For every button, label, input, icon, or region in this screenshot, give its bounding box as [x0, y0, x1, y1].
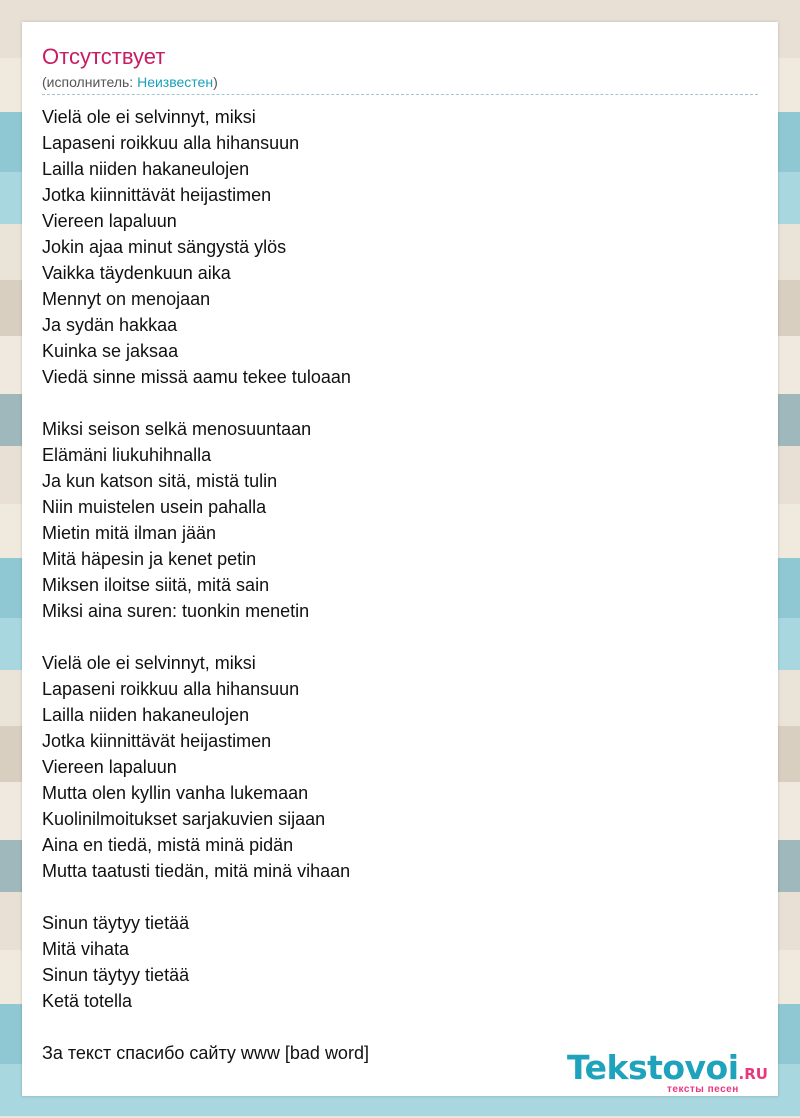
artist-suffix: )	[213, 74, 218, 90]
lyrics-line: Miksi aina suren: tuonkin menetin	[42, 601, 310, 621]
lyrics-line: Jotka kiinnittävät heijastimen	[42, 185, 272, 205]
lyrics-line: Viedä sinne missä aamu tekee tuloaan	[42, 367, 351, 387]
site-logo[interactable]	[567, 1050, 777, 1100]
lyrics-line: Vaikka täydenkuun aika	[42, 263, 231, 283]
lyrics-body	[42, 104, 742, 1040]
lyrics-line: Mitä häpesin ja kenet petin	[42, 549, 257, 569]
lyrics-line: Mitä vihata	[42, 939, 130, 959]
lyrics-line: Lapaseni roikkuu alla hihansuun	[42, 679, 300, 699]
lyrics-line: Kuolinilmoitukset sarjakuvien sijaan	[42, 809, 326, 829]
logo-name: Tekstovoi	[567, 1048, 739, 1087]
lyrics-line: Vielä ole ei selvinnyt, miksi	[42, 653, 256, 673]
lyrics-line: Viereen lapaluun	[42, 211, 177, 231]
lyrics-line: Sinun täytyy tietää	[42, 913, 190, 933]
credit-line: За текст спасибо сайту www [bad word]	[42, 1043, 369, 1063]
lyrics-line: Jokin ajaa minut sängystä ylös	[42, 237, 287, 257]
lyrics-line: Jotka kiinnittävät heijastimen	[42, 731, 272, 751]
lyrics-stanza	[42, 104, 742, 390]
artist-line	[42, 72, 758, 92]
lyrics-line: Ja sydän hakkaa	[42, 315, 178, 335]
lyrics-line: Mietin mitä ilman jään	[42, 523, 217, 543]
lyrics-line: Kuinka se jaksaa	[42, 341, 179, 361]
logo-tagline: тексты песен	[667, 1084, 739, 1095]
lyrics-line: Ketä totella	[42, 991, 133, 1011]
lyrics-line: Lailla niiden hakaneulojen	[42, 705, 250, 725]
lyrics-line: Lapaseni roikkuu alla hihansuun	[42, 133, 300, 153]
lyrics-line: Aina en tiedä, mistä minä pidän	[42, 835, 294, 855]
logo-tld: .RU	[738, 1065, 768, 1083]
lyrics-line: Miksi seison selkä menosuuntaan	[42, 419, 312, 439]
lyrics-line: Mutta olen kyllin vanha lukemaan	[42, 783, 309, 803]
lyrics-line: Vielä ole ei selvinnyt, miksi	[42, 107, 256, 127]
lyrics-stanza	[42, 416, 742, 624]
lyrics-line: Viereen lapaluun	[42, 757, 177, 777]
song-header	[42, 42, 758, 95]
lyrics-card	[22, 22, 778, 1096]
song-title: Отсутствует	[42, 44, 166, 69]
lyrics-stanza	[42, 650, 742, 884]
lyrics-stanza	[42, 910, 742, 1014]
lyrics-line: Sinun täytyy tietää	[42, 965, 190, 985]
lyrics-line: Miksen iloitse siitä, mitä sain	[42, 575, 270, 595]
artist-prefix: (исполнитель:	[42, 74, 138, 90]
lyrics-line: Ja kun katson sitä, mistä tulin	[42, 471, 278, 491]
lyrics-line: Lailla niiden hakaneulojen	[42, 159, 250, 179]
lyrics-line: Elämäni liukuhihnalla	[42, 445, 212, 465]
lyrics-line: Mennyt on menojaan	[42, 289, 211, 309]
lyrics-line: Mutta taatusti tiedän, mitä minä vihaan	[42, 861, 351, 881]
artist-link[interactable]: Неизвестен	[137, 74, 214, 90]
lyrics-line: Niin muistelen usein pahalla	[42, 497, 267, 517]
